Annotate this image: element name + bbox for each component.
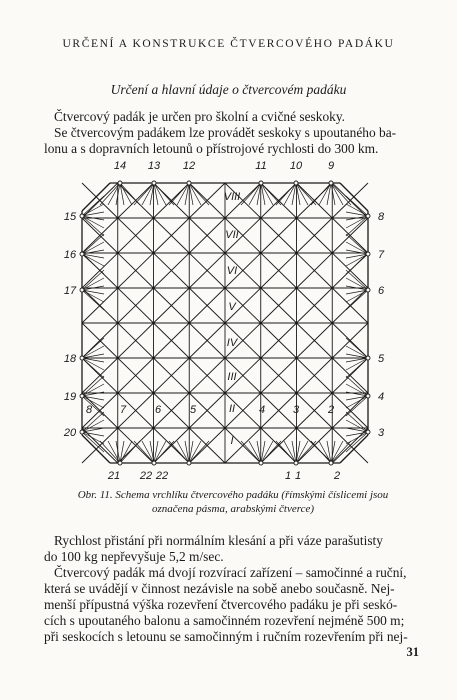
body-line: do 100 kg nepřevyšuje 5,2 m/sec. — [44, 549, 224, 564]
attachment-point — [80, 356, 84, 360]
attachment-point — [118, 181, 122, 185]
zone-numeral: VII — [225, 229, 239, 241]
attachment-point — [329, 181, 333, 185]
right-line-number: 7 — [378, 249, 385, 261]
attachment-point — [80, 214, 84, 218]
right-line-number: 3 — [378, 427, 385, 439]
right-line-number: 6 — [378, 285, 385, 297]
right-line-number: 5 — [378, 353, 385, 365]
top-line-number: 10 — [289, 160, 303, 172]
top-line-number: 9 — [327, 160, 335, 172]
attachment-point — [80, 430, 84, 434]
attachment-point — [329, 461, 333, 465]
top-line-number: 13 — [147, 160, 161, 172]
square-number: 6 — [154, 404, 162, 416]
attachment-point — [366, 394, 370, 398]
right-line-number: 8 — [378, 211, 385, 223]
left-line-number: 16 — [63, 249, 77, 261]
bottom-line-number: 21 — [107, 470, 121, 482]
bottom-line-number: 22 — [155, 470, 169, 482]
square-number: 5 — [189, 404, 197, 416]
left-line-number: 20 — [63, 427, 77, 439]
left-line-number: 15 — [63, 211, 77, 223]
running-header: URČENÍ A KONSTRUKCE ČTVERCOVÉHO PADÁKU — [62, 38, 395, 50]
parachute-canopy-diagram — [0, 150, 457, 490]
zone-numeral: I — [230, 435, 234, 447]
page-number: 31 — [406, 645, 419, 659]
body-line: menší přípustná výška rozevření čtvercového padáku je při seskó- — [44, 597, 398, 612]
attachment-point — [259, 461, 263, 465]
top-line-number: 11 — [255, 160, 267, 172]
body-line: Rychlost přistání při normálním klesání a při váze parašutisty — [54, 533, 383, 548]
bottom-line-number: 22 — [139, 470, 153, 482]
attachment-point — [118, 461, 122, 465]
square-number: 3 — [292, 404, 300, 416]
attachment-point — [366, 288, 370, 292]
attachment-point — [187, 181, 191, 185]
zone-numeral: II — [228, 403, 236, 415]
top-line-number: 14 — [113, 160, 127, 172]
attachment-point — [152, 461, 156, 465]
right-line-number: 4 — [378, 391, 385, 403]
zone-numeral: IV — [226, 337, 238, 349]
intro-line: Čtvercový padák je určen pro školní a cvičné seskoky. — [54, 109, 346, 124]
bottom-line-number: 2 — [333, 470, 341, 482]
zone-numeral: V — [228, 301, 236, 313]
attachment-point — [80, 394, 84, 398]
caption-line: označena pásma, arabskými čtverce) — [151, 502, 315, 515]
attachment-point — [294, 181, 298, 185]
left-line-number: 19 — [63, 391, 77, 403]
body-line: cích s upoutaného balonu a samočinném rozevření nejméně 500 m; — [44, 613, 405, 628]
section-title: Určení a hlavní údaje o čtvercovém padáku — [110, 82, 347, 97]
square-number: 2 — [327, 404, 335, 416]
attachment-point — [187, 461, 191, 465]
attachment-point — [366, 430, 370, 434]
attachment-point — [80, 252, 84, 256]
caption-line: Obr. 11. Schema vrchlíku čtvercového padáku (římskými číslicemi jsou — [77, 489, 389, 501]
zone-numeral: VIII — [223, 191, 241, 203]
attachment-point — [366, 252, 370, 256]
body-line: při seskocích s letounu se samočinným i ručním rozevřením při nej- — [44, 629, 408, 644]
square-number: 7 — [119, 404, 127, 416]
attachment-point — [259, 181, 263, 185]
bottom-line-number: 1 — [284, 470, 292, 482]
left-line-number: 17 — [63, 285, 77, 297]
intro-line: Se čtvercovým padákem lze provádět seskoky s upoutaného ba- — [54, 125, 397, 140]
body-line: Čtvercový padák má dvojí rozvírací zařízení – samočinné a ruční, — [54, 565, 407, 580]
figure-caption — [44, 489, 422, 516]
attachment-point — [366, 214, 370, 218]
zone-numeral: VI — [226, 265, 238, 277]
bottom-line-number: 1 — [294, 470, 302, 482]
body-line: která se uvádějí v činnost nezávisle na sobě anebo současně. Nej- — [44, 581, 395, 596]
attachment-point — [80, 288, 84, 292]
top-line-number: 12 — [182, 160, 196, 172]
body-paragraph — [44, 533, 422, 645]
zone-numeral: III — [227, 371, 237, 383]
attachment-point — [152, 181, 156, 185]
attachment-point — [294, 461, 298, 465]
square-number: 8 — [85, 404, 93, 416]
square-number: 4 — [258, 404, 266, 416]
attachment-point — [366, 356, 370, 360]
intro-line: lonu a s dopravních letounů o přístrojové rychlosti do 300 km. — [44, 141, 379, 156]
left-line-number: 18 — [63, 353, 77, 365]
